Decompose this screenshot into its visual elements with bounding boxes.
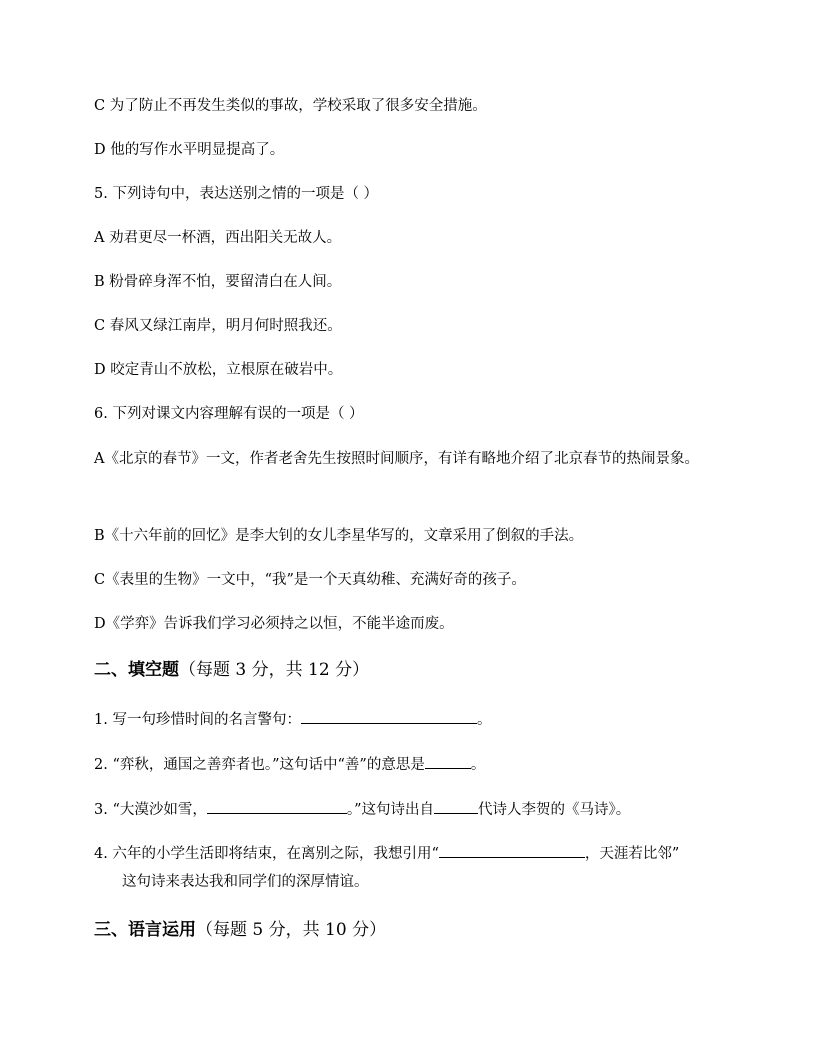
q6-option-a: A《北京的春节》一文，作者老舍先生按照时间顺序，有详有略地介绍了北京春节的热闹景象。 (94, 451, 699, 467)
fill-question-4-mid: ，天涯若比邻” (584, 846, 680, 862)
fill-question-4-text: 4. 六年的小学生活即将结束，在离别之际，我想引用“ (94, 846, 439, 862)
fill-question-4-line2: 这句诗来表达我和同学们的深厚情谊。 (122, 874, 369, 890)
section2-note: （每题 3 分，共 12 分） (179, 660, 370, 680)
answer-blank-4[interactable] (439, 842, 585, 858)
q5-option-d: D 咬定青山不放松，立根原在破岩中。 (94, 362, 343, 378)
fill-question-2-text: 2. “弈秋，通国之善弈者也。”这句话中“善”的意思是 (94, 757, 425, 773)
fill-question-4 (94, 842, 734, 864)
section3-heading (94, 918, 386, 942)
section3-note: （每题 5 分，共 10 分） (196, 920, 387, 940)
q6-stem: 6. 下列对课文内容理解有误的一项是（ ） (94, 406, 364, 422)
q5-option-c: C 春风又绿江南岸，明月何时照我还。 (94, 318, 342, 334)
fill-question-2-end: 。 (470, 757, 486, 773)
fill-question-1 (94, 708, 734, 730)
answer-blank-3b[interactable] (434, 798, 478, 814)
fill-question-2 (94, 753, 734, 775)
answer-blank-3a[interactable] (207, 798, 347, 814)
fill-question-1-end: 。 (476, 712, 492, 728)
q4-option-c: C 为了防止不再发生类似的事故，学校采取了很多安全措施。 (94, 98, 487, 114)
q5-option-b: B 粉骨碎身浑不怕，要留清白在人间。 (94, 274, 342, 290)
q6-option-c: C《表里的生物》一文中，“我”是一个天真幼稚、充满好奇的孩子。 (94, 572, 526, 588)
section3-title: 三、语言运用 (94, 920, 196, 940)
fill-question-3-text: 3. “大漠沙如雪， (94, 802, 207, 818)
q6-option-d: D《学弈》告诉我们学习必须持之以恒，不能半途而废。 (94, 616, 454, 632)
q4-option-d: D 他的写作水平明显提高了。 (94, 142, 285, 158)
q6-option-b: B《十六年前的回忆》是李大钊的女儿李星华写的，文章采用了倒叙的手法。 (94, 528, 584, 544)
answer-blank-2[interactable] (425, 753, 471, 769)
q5-option-a: A 劝君更尽一杯酒，西出阳关无故人。 (94, 230, 342, 246)
section2-title: 二、填空题 (94, 660, 179, 680)
fill-question-3-mid: 。”这句诗出自 (346, 802, 435, 818)
fill-question-1-text: 1. 写一句珍惜时间的名言警句： (94, 712, 301, 728)
fill-question-3-end: 代诗人李贺的《马诗》。 (478, 802, 631, 818)
fill-question-3 (94, 798, 734, 820)
q5-stem: 5. 下列诗句中，表达送别之情的一项是（ ） (94, 186, 379, 202)
section2-heading (94, 658, 369, 682)
answer-blank-1[interactable] (301, 708, 477, 724)
